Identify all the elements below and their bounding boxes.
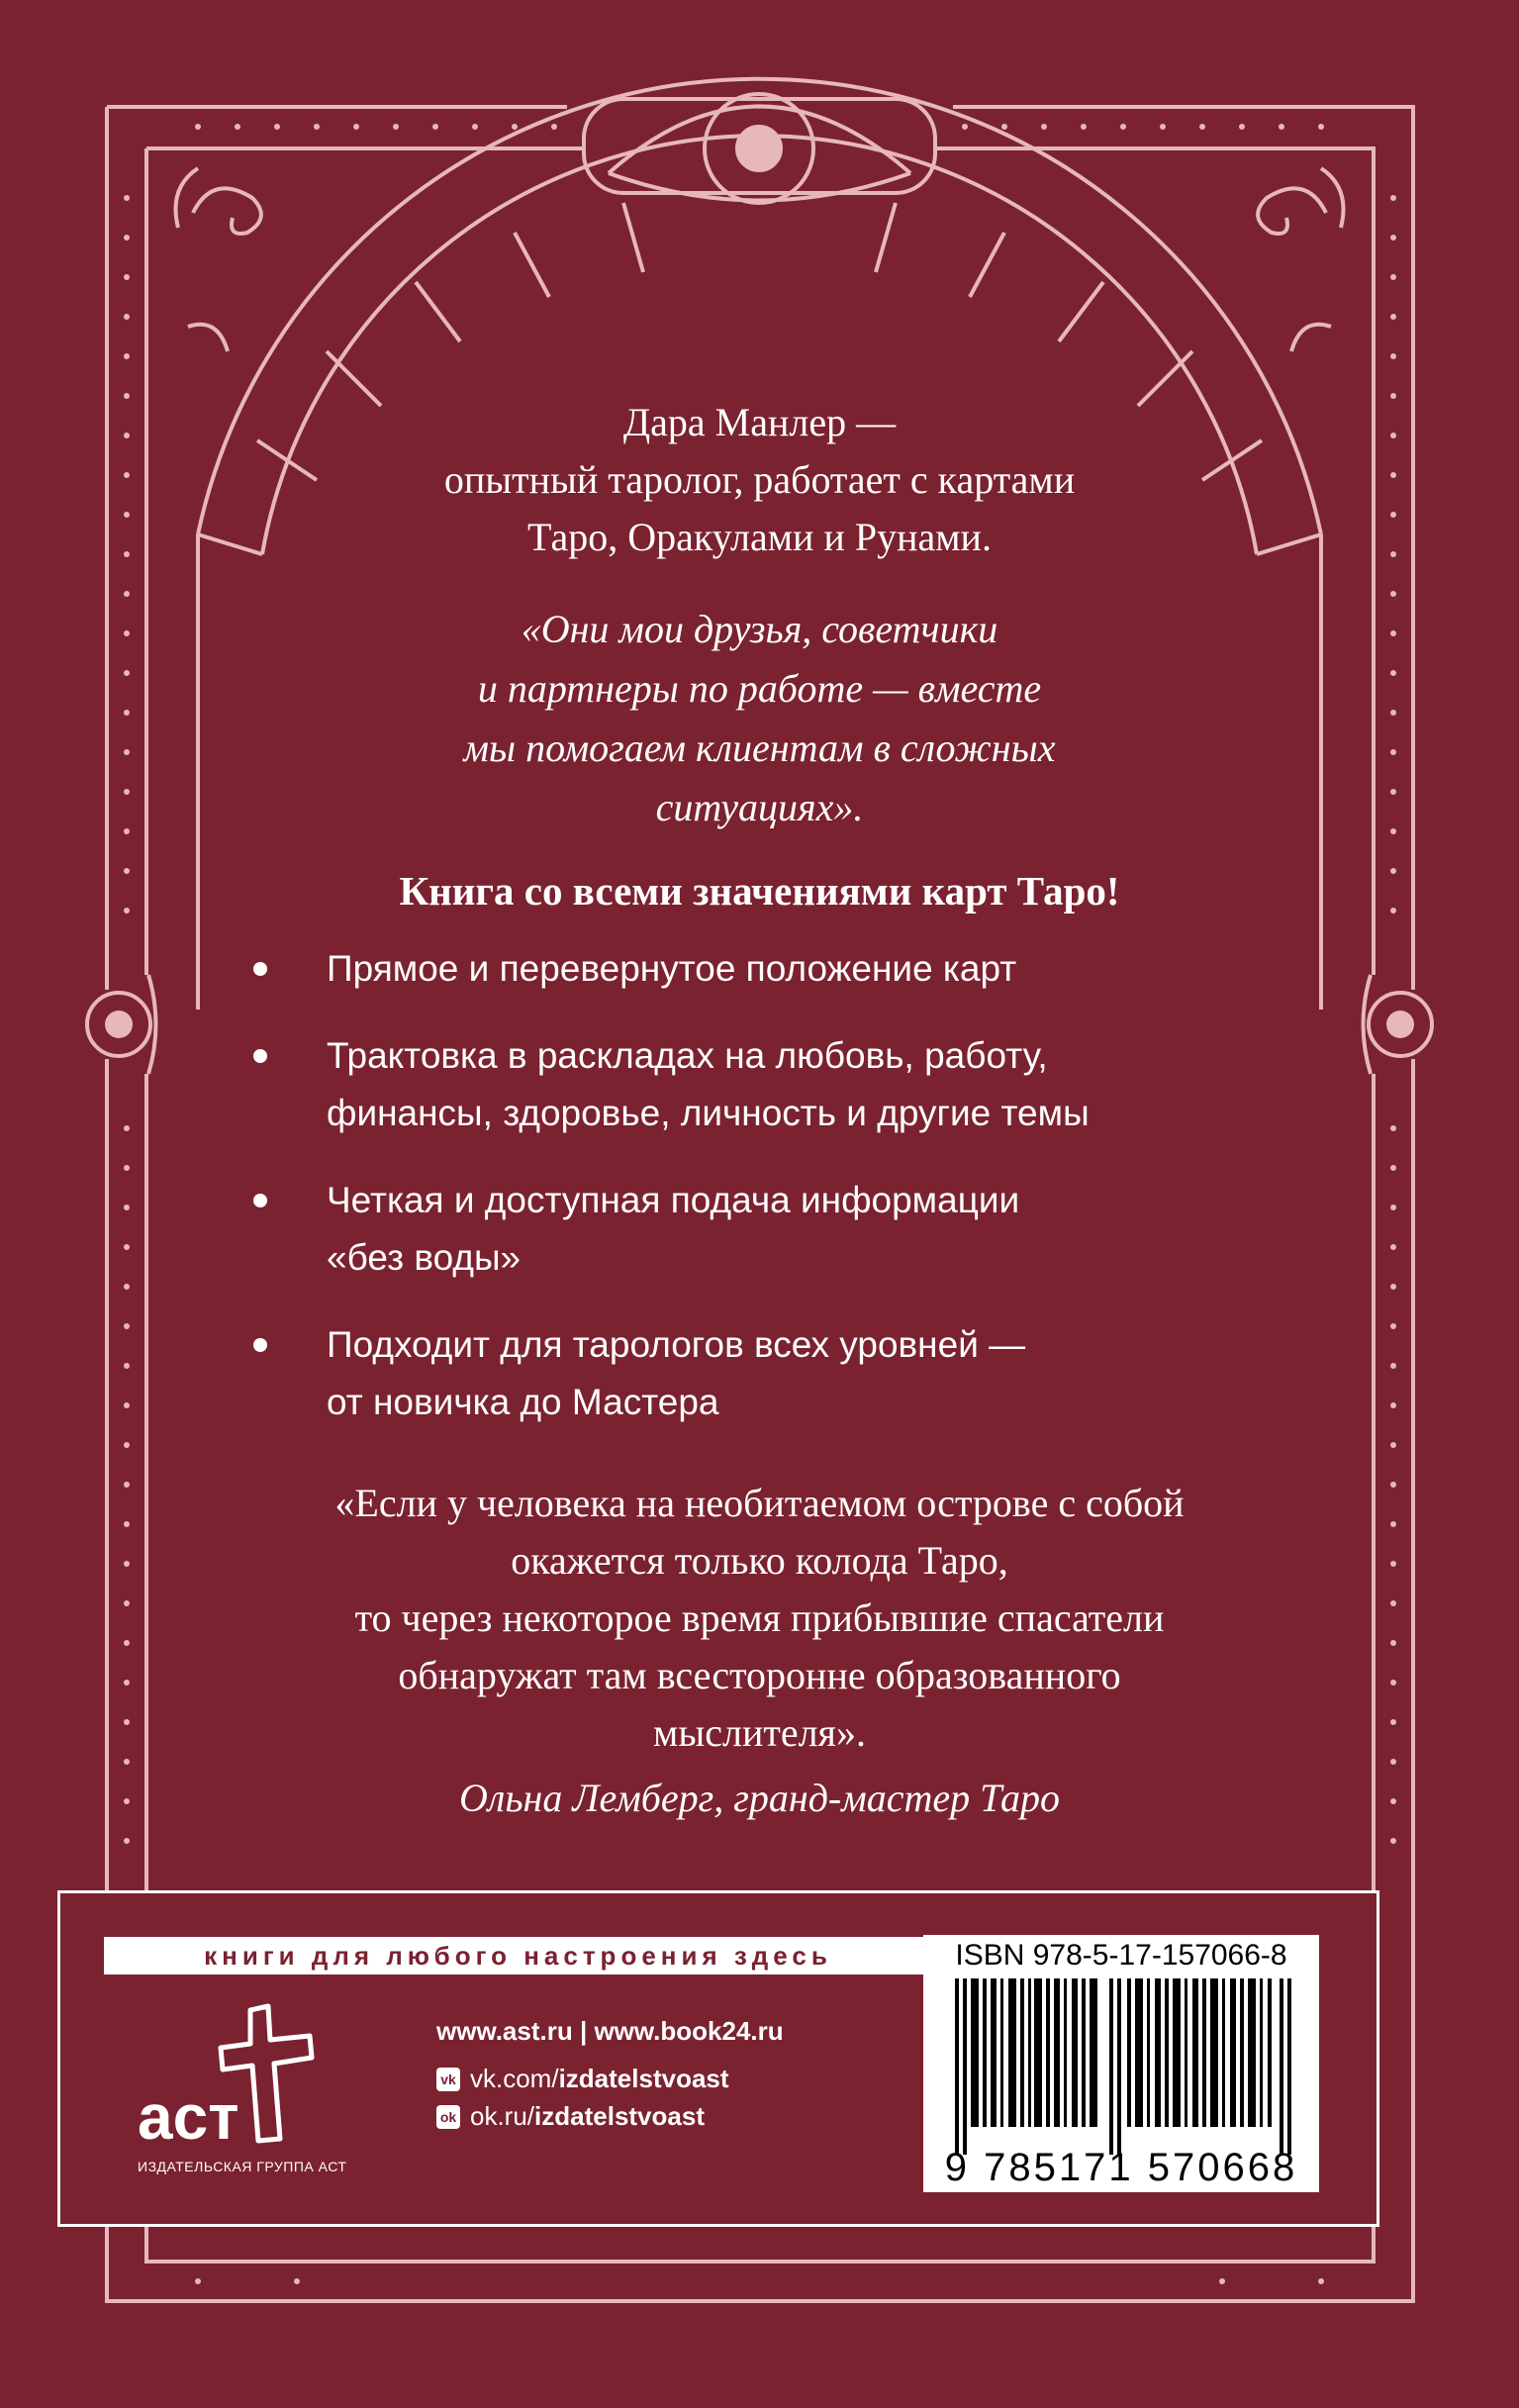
ean-digits: 9 785171 570668 xyxy=(944,2146,1298,2189)
list-item-line: от новичка до Мастера xyxy=(327,1382,719,1422)
ok-handle: izdatelstvoast xyxy=(534,2101,705,2131)
list-item-line: Прямое и перевернутое положение карт xyxy=(327,948,1017,989)
bullet-icon xyxy=(253,962,267,976)
author-quote xyxy=(297,600,1222,837)
quote-line: окажется только колода Таро, xyxy=(511,1538,1008,1583)
headline: Книга со всеми значениями карт Таро! xyxy=(399,868,1120,914)
quote-line: мы помогаем клиентам в сложных xyxy=(463,725,1056,770)
quote-line: то через некоторое время прибывшие спасатели xyxy=(354,1595,1165,1640)
expert-quote xyxy=(228,1475,1291,1762)
feature-list xyxy=(245,940,1245,1461)
ok-prefix: ok.ru/ xyxy=(470,2101,535,2131)
quote-line: «Если у человека на необитаемом острове с собой xyxy=(334,1481,1185,1525)
quote-line: мыслителя». xyxy=(653,1710,866,1755)
quote-line: ситуациях». xyxy=(655,785,864,829)
intro-line: Дара Манлер — xyxy=(622,400,897,444)
intro-line: Таро, Оракулами и Рунами. xyxy=(527,515,992,559)
publisher-panel xyxy=(57,1890,1379,2227)
list-item xyxy=(245,1316,1245,1431)
list-item xyxy=(245,940,1245,998)
barcode-bars xyxy=(935,1978,1307,2155)
list-item-line: Подходит для тарологов всех уровней — xyxy=(327,1324,1026,1365)
list-item-line: «без воды» xyxy=(327,1237,522,1278)
vk-prefix: vk.com/ xyxy=(470,2064,559,2093)
slogan-banner: книги для любого настроения здесь xyxy=(104,1937,932,1975)
quote-line: обнаружат там всесторонне образованного xyxy=(398,1653,1121,1697)
bullet-icon xyxy=(253,1338,267,1352)
bullet-icon xyxy=(253,1049,267,1063)
quote-line: «Они мои друзья, советчики xyxy=(521,607,998,651)
list-item-line: Четкая и доступная подача информации xyxy=(327,1180,1020,1220)
vk-icon: vk xyxy=(436,2068,460,2091)
list-item xyxy=(245,1027,1245,1142)
bullet-icon xyxy=(253,1194,267,1207)
quote-line: и партнеры по работе — вместе xyxy=(477,666,1042,711)
list-item-line: финансы, здоровье, личность и другие темы xyxy=(327,1093,1090,1133)
website-links[interactable]: www.ast.ru | www.book24.ru xyxy=(436,2016,784,2046)
ok-icon: ok xyxy=(436,2105,460,2129)
logo-text: аст xyxy=(138,2081,239,2149)
list-item-line: Трактовка в раскладах на любовь, работу, xyxy=(327,1035,1048,1076)
list-item xyxy=(245,1172,1245,1287)
intro-line: опытный таролог, работает с картами xyxy=(443,457,1076,502)
ast-logo xyxy=(132,2000,320,2149)
publisher-name: ИЗДАТЕЛЬСКАЯ ГРУППА АСТ xyxy=(138,2159,347,2174)
quote-attribution: Ольна Лемберг, гранд-мастер Таро xyxy=(459,1776,1060,1820)
author-intro xyxy=(257,394,1262,566)
vk-handle: izdatelstvoast xyxy=(558,2064,729,2093)
ok-link[interactable] xyxy=(436,2101,705,2132)
isbn-barcode xyxy=(923,1935,1319,2192)
vk-link[interactable] xyxy=(436,2064,729,2094)
isbn-text: ISBN 978-5-17-157066-8 xyxy=(955,1939,1287,1972)
